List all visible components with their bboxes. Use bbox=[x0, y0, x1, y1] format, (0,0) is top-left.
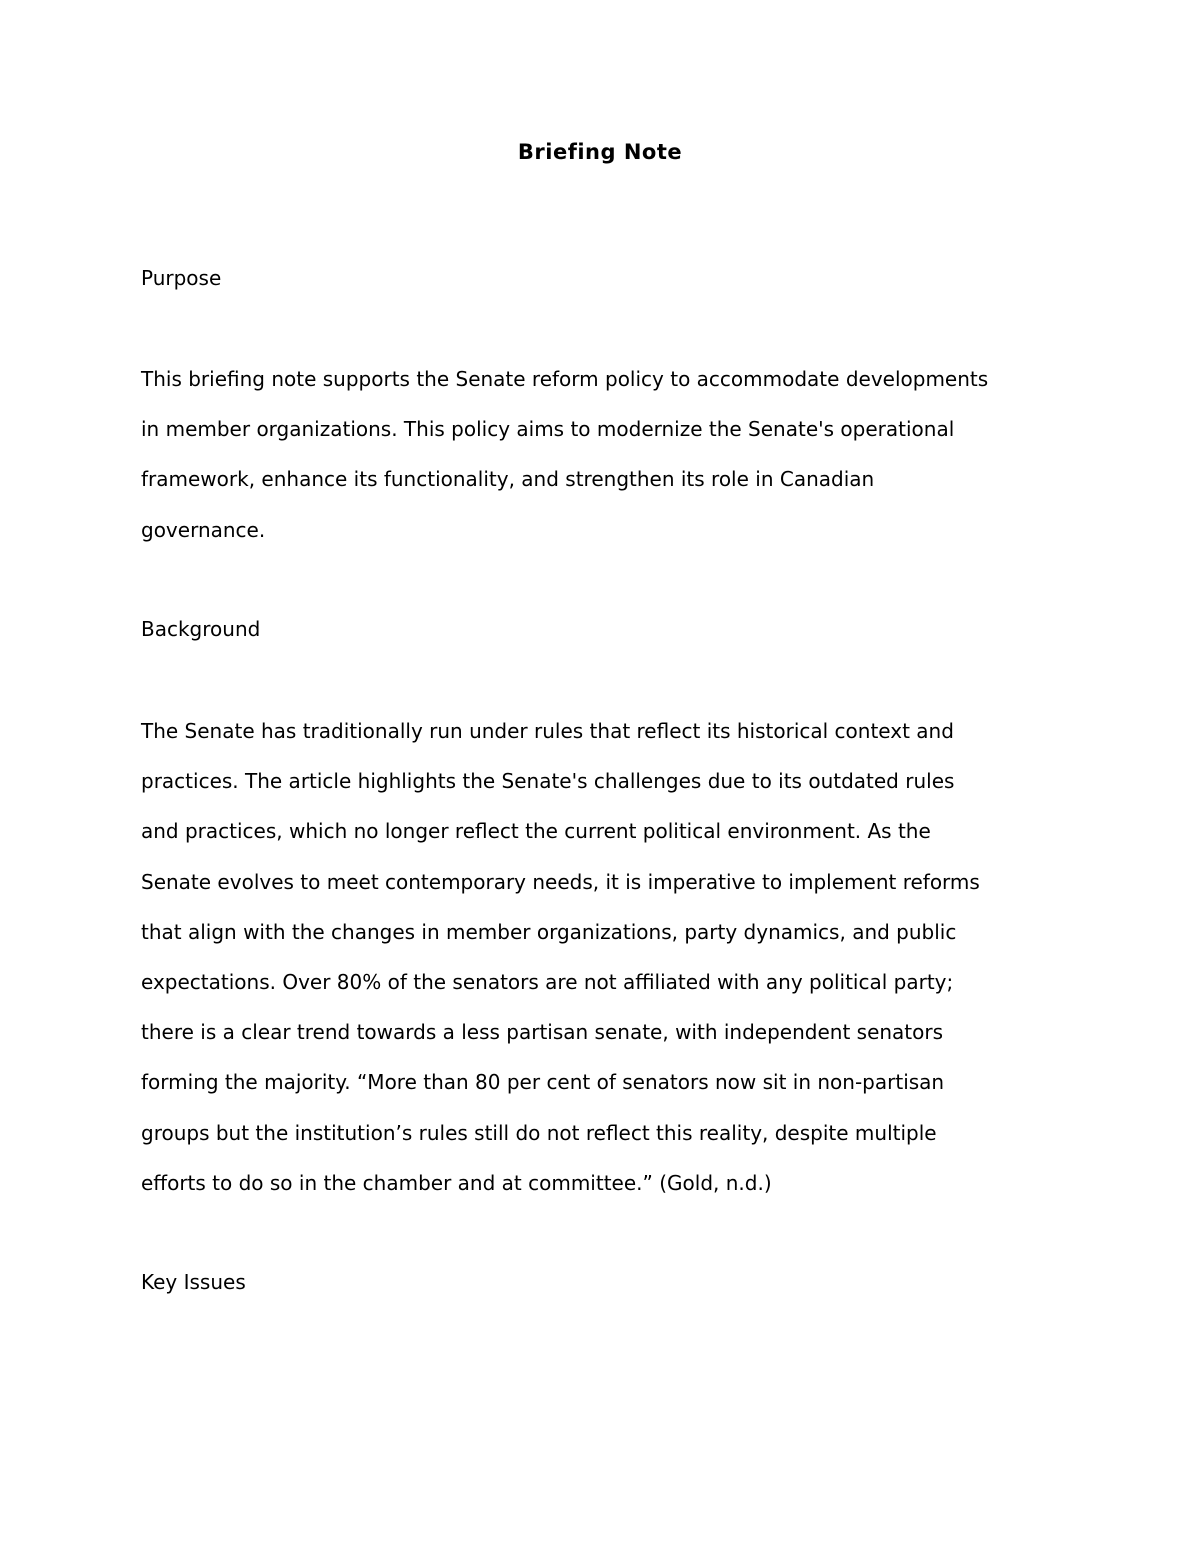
paragraph-line: expectations. Over 80% of the senators are not affiliated with any political party; bbox=[141, 970, 954, 995]
purpose-paragraph bbox=[141, 354, 1081, 555]
paragraph-line: in member organizations. This policy aims to modernize the Senate's operational bbox=[141, 417, 955, 442]
paragraph-line: Senate evolves to meet contemporary needs, it is imperative to implement reforms bbox=[141, 869, 980, 894]
section-heading-key-issues: Key Issues bbox=[141, 1270, 246, 1294]
document-title: Briefing Note bbox=[517, 140, 683, 164]
paragraph-line: groups but the institution’s rules still do not reflect this reality, despite multiple bbox=[141, 1120, 937, 1145]
paragraph-line: The Senate has traditionally run under rules that reflect its historical context and bbox=[141, 719, 954, 743]
paragraph-line: there is a clear trend towards a less partisan senate, with independent senators bbox=[141, 1020, 944, 1045]
background-paragraph bbox=[141, 706, 1081, 1208]
paragraph-line: that align with the changes in member organizations, party dynamics, and public bbox=[141, 919, 957, 944]
paragraph-line: forming the majority. “More than 80 per cent of senators now sit in non-partisan bbox=[141, 1070, 945, 1095]
paragraph-line: governance. bbox=[141, 517, 266, 542]
section-heading-background: Background bbox=[141, 617, 261, 641]
paragraph-line: framework, enhance its functionality, and strengthen its role in Canadian bbox=[141, 467, 875, 492]
paragraph-line: practices. The article highlights the Senate's challenges due to its outdated rules bbox=[141, 769, 955, 794]
paragraph-line: efforts to do so in the chamber and at committee.” (Gold, n.d.) bbox=[141, 1170, 772, 1195]
paragraph-line: This briefing note supports the Senate reform policy to accommodate developments bbox=[141, 367, 989, 391]
paragraph-line: and practices, which no longer reflect the current political environment. As the bbox=[141, 819, 931, 844]
section-heading-purpose: Purpose bbox=[141, 266, 222, 290]
